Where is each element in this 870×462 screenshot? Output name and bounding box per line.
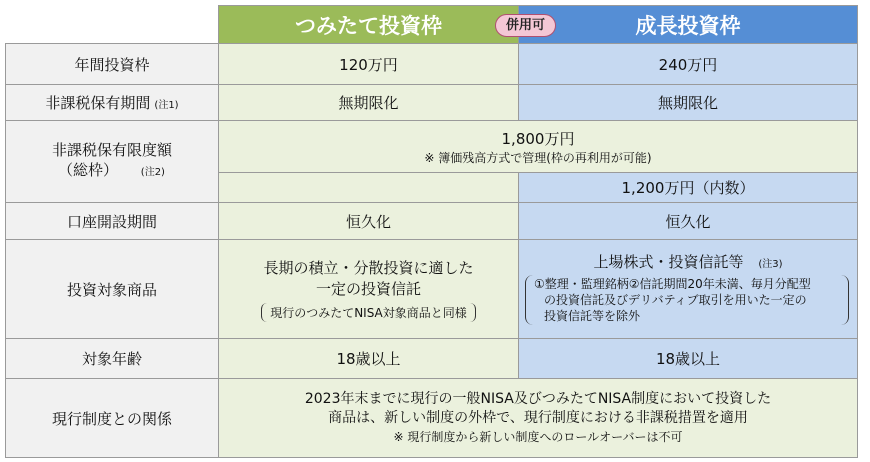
account-row — [6, 203, 858, 240]
limit-growth-inner: 1,200万円（内数） — [519, 173, 858, 203]
annual-growth: 240万円 — [519, 44, 858, 85]
limit-total-cell — [219, 121, 858, 173]
header-row — [6, 6, 858, 44]
period-row — [6, 85, 858, 121]
products-growth-excl3: 投資信託等を除外 — [544, 309, 641, 323]
products-growth-exclusion — [525, 275, 849, 325]
relation-line3: ※ 現行制度から新しい制度へのロールオーバーは不可 — [393, 429, 683, 444]
products-growth-excl1: ①整理・監理銘柄②信託期間20年未満、毎月分配型 — [534, 277, 811, 291]
products-growth-cell — [519, 240, 858, 339]
relation-label: 現行制度との関係 — [6, 379, 219, 458]
products-growth-line1-wrap — [519, 251, 857, 272]
relation-line1: 2023年末までに現行の一般NISA及びつみたてNISA制度において投資した — [304, 390, 772, 407]
annual-label: 年間投資枠 — [6, 44, 219, 85]
relation-line2: 商品は、新しい制度の外枠で、現行制度における非課税措置を適用 — [328, 409, 748, 426]
age-growth: 18歳以上 — [519, 339, 858, 379]
account-tsumitate: 恒久化 — [219, 203, 519, 240]
period-label: 非課税保有期間 — [45, 94, 151, 112]
products-row — [6, 240, 858, 339]
period-label-cell — [6, 85, 219, 121]
limit-label-sub: （総枠） — [58, 161, 119, 179]
tsumitate-header — [219, 6, 545, 44]
nisa-table — [5, 5, 858, 458]
products-growth-excl2: の投資信託及びデリバティブ取引を用いた一定の — [544, 293, 807, 307]
header-corner — [6, 6, 219, 44]
account-growth: 恒久化 — [519, 203, 858, 240]
period-tsumitate: 無期限化 — [219, 85, 519, 121]
combinable-badge: 併用可 — [495, 14, 556, 37]
age-tsumitate: 18歳以上 — [219, 339, 519, 379]
products-growth-note-mark: (注3) — [758, 259, 783, 270]
account-label: 口座開設期間 — [6, 203, 219, 240]
products-tsumitate-cell — [219, 240, 519, 339]
relation-row — [6, 379, 858, 458]
tsumitate-header-label: つみたて投資枠 — [295, 13, 442, 38]
limit-total-note: ※ 簿価残高方式で管理(枠の再利用が可能) — [424, 150, 652, 165]
growth-header — [519, 6, 858, 44]
limit-note: (注2) — [140, 167, 165, 178]
relation-cell — [219, 379, 858, 458]
age-label: 対象年齢 — [6, 339, 219, 379]
limit-label-sub-line — [6, 160, 218, 183]
products-growth-line1: 上場株式・投資信託等 — [593, 253, 744, 271]
period-growth: 無期限化 — [519, 85, 858, 121]
limit-label-cell — [6, 121, 219, 203]
products-tsumitate-note: 現行のつみたてNISA対象商品と同様 — [261, 303, 476, 322]
period-note: (注1) — [154, 100, 179, 111]
products-tsumitate-line2: 一定の投資信託 — [315, 279, 421, 298]
annual-tsumitate: 120万円 — [219, 44, 519, 85]
growth-header-label: 成長投資枠 — [635, 13, 741, 38]
products-label: 投資対象商品 — [6, 240, 219, 339]
products-tsumitate-line1: 長期の積立・分散投資に適した — [263, 258, 474, 277]
limit-tsumitate-empty — [219, 173, 519, 203]
limit-total: 1,800万円 — [501, 129, 575, 148]
age-row — [6, 339, 858, 379]
limit-row — [6, 121, 858, 173]
limit-label: 非課税保有限度額 — [51, 141, 172, 159]
annual-row — [6, 44, 858, 85]
